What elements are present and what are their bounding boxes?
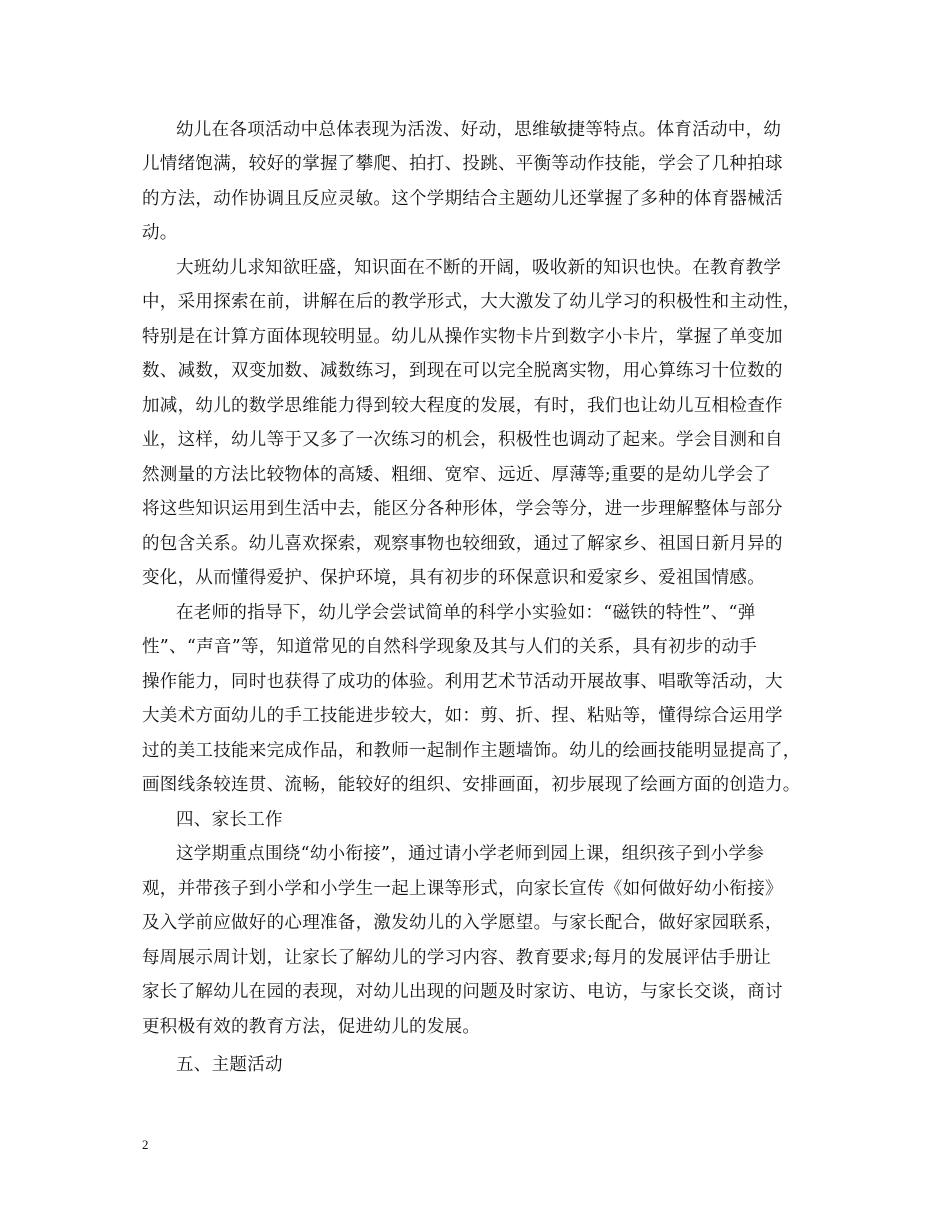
paragraph-line: 然测量的方法比较物体的高矮、粗细、宽窄、远近、厚薄等;重要的是幼儿学会了 [142,465,772,485]
paragraph-line: 在老师的指导下，幼儿学会尝试简单的科学小实验如：“磁铁的特性”、“弹 [176,603,756,623]
paragraph-line: 变化，从而懂得爱护、保护环境，具有初步的环保意识和爱家乡、爱祖国情感。 [142,568,765,588]
section-heading: 五、主题活动 [176,1055,283,1075]
paragraph-line: 更积极有效的教育方法，促进幼儿的发展。 [142,1017,481,1037]
paragraph-line: 大班幼儿求知欲旺盛，知识面在不断的开阔，吸收新的知识也快。在教育教学 [176,258,782,278]
paragraph-line: 儿情绪饱满，较好的掌握了攀爬、拍打、投跳、平衡等动作技能，学会了几种拍球 [142,154,783,174]
paragraph-line: 及入学前应做好的心理准备，激发幼儿的入学愿望。与家长配合，做好家园联系， [142,913,783,933]
paragraph-line: 每周展示周计划，让家长了解幼儿的学习内容、教育要求;每月的发展评估手册让 [142,948,772,968]
paragraph-line: 特别是在计算方面体现较明显。幼儿从操作实物卡片到数字小卡片，掌握了单变加 [142,327,783,347]
paragraph-line: 动。 [142,223,178,243]
paragraph-line: 的方法，动作协调且反应灵敏。这个学期结合主题幼儿还掌握了多种的体育器械活 [142,189,783,209]
paragraph-line: 的包含关系。幼儿喜欢探索，观察事物也较细致，通过了解家乡、祖国日新月异的 [142,534,783,554]
paragraph-line: 幼儿在各项活动中总体表现为活泼、好动，思维敏捷等特点。体育活动中，幼 [176,120,782,140]
paragraph-line: 过的美工技能来完成作品，和教师一起制作主题墙饰。幼儿的绘画技能明显提高了， [142,741,801,761]
paragraph-line: 家长了解幼儿在园的表现，对幼儿出现的问题及时家访、电访，与家长交谈，商讨 [142,982,783,1002]
section-heading: 四、家长工作 [176,810,283,830]
page-number: 2 [142,1137,149,1152]
paragraph-line: 操作能力，同时也获得了成功的体验。利用艺术节活动开展故事、唱歌等活动，大 [142,672,783,692]
paragraph-line: 将这些知识运用到生活中去，能区分各种形体，学会等分，进一步理解整体与部分 [142,499,783,519]
paragraph-line: 性”、“声音”等，知道常见的自然科学现象及其与人们的关系，具有初步的动手 [142,637,758,657]
paragraph-line: 数、减数，双变加数、减数练习，到现在可以完全脱离实物，用心算练习十位数的 [142,361,783,381]
paragraph-line: 观，并带孩子到小学和小学生一起上课等形式，向家长宣传《如何做好幼小衔接》 [142,879,783,899]
paragraph-line: 这学期重点围绕“幼小衔接”，通过请小学老师到园上课，组织孩子到小学参 [176,844,765,864]
paragraph-line: 中，采用探索在前，讲解在后的教学形式，大大激发了幼儿学习的积极性和主动性， [142,292,801,312]
paragraph-line: 业，这样，幼儿等于又多了一次练习的机会，积极性也调动了起来。学会目测和自 [142,430,783,450]
paragraph-line: 大美术方面幼儿的手工技能进步较大，如：剪、折、捏、粘贴等，懂得综合运用学 [142,706,783,726]
paragraph-line: 画图线条较连贯、流畅，能较好的组织、安排画面，初步展现了绘画方面的创造力。 [142,775,801,795]
paragraph-line: 加减，幼儿的数学思维能力得到较大程度的发展，有时，我们也让幼儿互相检查作 [142,396,783,416]
